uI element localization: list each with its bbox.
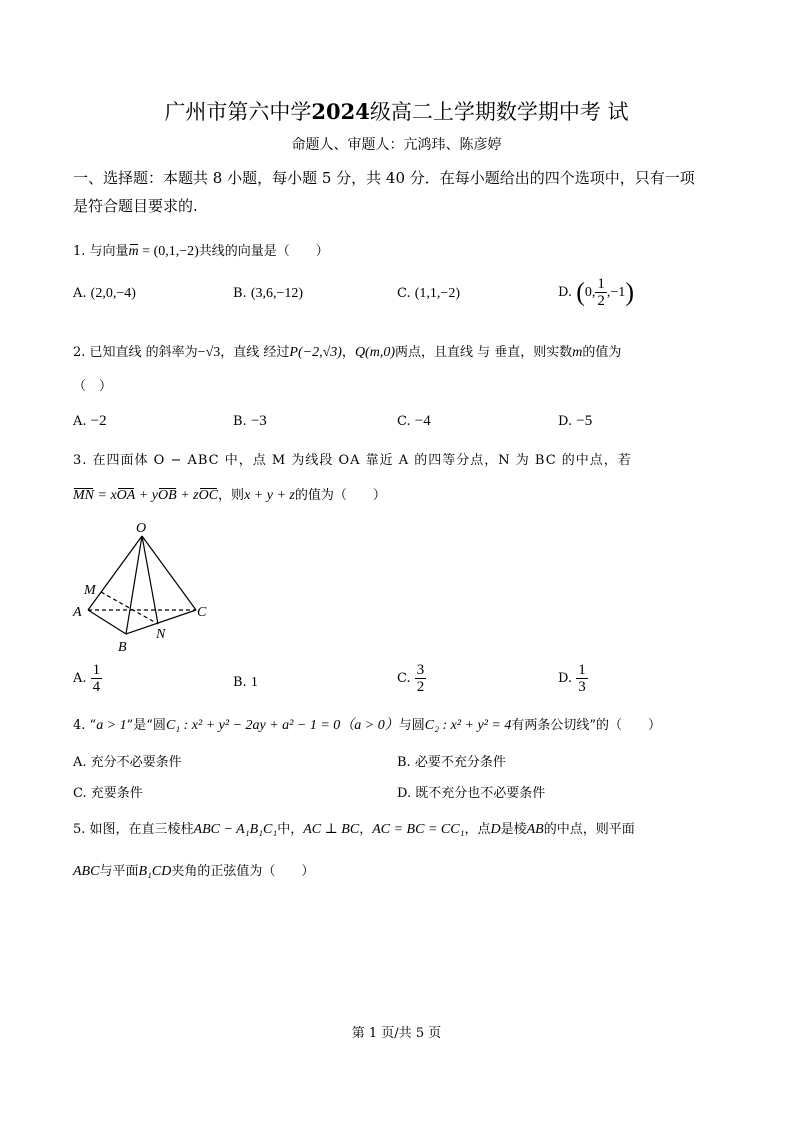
- fraction-numerator: 1: [92, 662, 101, 678]
- q4-option-b[interactable]: [397, 751, 506, 770]
- option-label: D.: [558, 414, 573, 429]
- section1-line2: 是符合题目要求的.: [73, 197, 198, 215]
- edge-oa: [88, 536, 142, 610]
- q2-point-p: P(−2,√3): [289, 345, 342, 360]
- option-value-b: ,−1: [606, 285, 626, 300]
- option-value: −2: [90, 413, 107, 429]
- q4-text-d: 有两条公切线”的（ ）: [511, 718, 661, 733]
- q5-point-d: D: [490, 822, 501, 837]
- title-year: 2024: [311, 99, 370, 124]
- paren-left: (: [576, 277, 585, 307]
- option-label: B.: [233, 414, 247, 429]
- option-value-a: 0,: [584, 285, 596, 300]
- option-value: 充分不必要条件: [90, 755, 182, 770]
- option-label: A.: [73, 671, 87, 686]
- q2-comma: ，: [341, 345, 355, 360]
- q4-text-b: ”是“圆: [126, 718, 166, 733]
- vec-mn: MN: [73, 488, 94, 503]
- q5-text-c: ，: [359, 822, 373, 837]
- option-fraction: [415, 662, 427, 695]
- edge-ob: [126, 536, 142, 634]
- q4-option-d[interactable]: [397, 782, 545, 801]
- option-label: B.: [397, 755, 411, 770]
- option-label: D.: [558, 671, 573, 686]
- q1-option-a[interactable]: [73, 286, 136, 302]
- q5-equal: AC = BC = CC₁: [372, 822, 465, 837]
- q5-plane-abc: ABC: [73, 864, 100, 879]
- option-value: (1,1,−2): [414, 286, 460, 301]
- q5-stem-line1: [73, 818, 635, 838]
- option-fraction: [595, 276, 607, 309]
- fraction-numerator: 3: [416, 662, 425, 678]
- q5-prism: ABC − A₁B₁C₁: [193, 822, 278, 837]
- option-fraction: [91, 662, 103, 695]
- q3-option-c[interactable]: [397, 662, 426, 695]
- q2-option-d[interactable]: [558, 413, 592, 430]
- option-label: C.: [397, 414, 411, 429]
- tetrahedron-figure: [70, 518, 220, 658]
- option-label: D.: [397, 786, 412, 801]
- option-label: C.: [397, 671, 411, 686]
- option-value: −5: [576, 413, 593, 429]
- fraction-denominator: 2: [416, 679, 425, 695]
- option-value: 既不充分也不必要条件: [415, 786, 546, 801]
- edge-on: [142, 536, 158, 624]
- q1-vector-eq: = (0,1,−2): [138, 244, 199, 259]
- q1-option-b[interactable]: [233, 286, 303, 302]
- q2-option-b[interactable]: [233, 413, 267, 430]
- option-label: C.: [397, 286, 411, 301]
- q5-perp: AC ⊥ BC: [303, 822, 360, 837]
- q2-point-q: Q(m,0): [354, 345, 395, 360]
- q2-text-a: 2. 已知直线 的斜率为: [73, 345, 198, 360]
- q3-stem-line2: [73, 484, 386, 504]
- q1-stem-b: 共线的向量是（ ）: [198, 244, 329, 259]
- q4-condition: a > 1: [96, 718, 127, 733]
- title-suffix: 级高二上学期数学期中考 试: [369, 100, 629, 124]
- q5-text-a: 5. 如图，在直三棱柱: [73, 822, 194, 837]
- paren-right: ): [625, 277, 634, 307]
- option-label: B.: [233, 675, 247, 690]
- q5-text-e: 是棱: [500, 822, 527, 837]
- q3-stem-line1: 3. 在四面体 O − ABC 中，点 M 为线段 OA 靠近 A 的四等分点，N 为 BC 的中点，若: [73, 453, 632, 468]
- title-prefix: 广州市第六中学: [164, 100, 312, 124]
- q5-edge-ab: AB: [526, 822, 544, 837]
- q5-text-b: 中，: [277, 822, 304, 837]
- option-label: A.: [73, 755, 87, 770]
- q3-eq-x: = x: [94, 488, 117, 503]
- q4-stem: [73, 714, 661, 734]
- q3-eq-z: + z: [176, 488, 199, 503]
- q4-option-c[interactable]: [73, 782, 143, 801]
- q3-sum: x + y + z: [244, 488, 295, 503]
- option-fraction: [576, 662, 588, 695]
- q1-vector: m: [128, 244, 139, 259]
- option-label: A.: [73, 414, 87, 429]
- label-n: N: [156, 627, 166, 642]
- q2-slope: −√3: [197, 345, 221, 360]
- option-value: (2,0,−4): [90, 286, 136, 301]
- fraction-denominator: 4: [92, 679, 101, 695]
- section1-line1: 一、选择题：本题共 8 小题，每小题 5 分，共 40 分．在每小题给出的四个选项中，只有一项: [73, 169, 695, 187]
- q2-text-c: 两点，且直线 与 垂直，则实数: [394, 345, 573, 360]
- q4-paren-cond: （a > 0）: [340, 718, 399, 733]
- label-c: C: [197, 605, 207, 620]
- q5-text-d: ，点: [464, 822, 491, 837]
- option-value: 1: [250, 675, 258, 690]
- edge-ab: [88, 610, 126, 634]
- exam-title: [0, 96, 793, 126]
- vec-ob: OB: [158, 488, 177, 503]
- label-m: M: [84, 583, 96, 598]
- q3-text-then: ，则: [218, 488, 245, 503]
- option-value: −3: [250, 413, 267, 429]
- q3-eq-y: + y: [135, 488, 159, 503]
- fraction-numerator: 1: [578, 662, 586, 678]
- option-label: C.: [73, 786, 87, 801]
- q3-option-d[interactable]: [558, 662, 588, 695]
- q4-circle-c2: C₂ : x² + y² = 4: [424, 718, 512, 733]
- exam-authors: 命题人、审题人：亢鸿玮、陈彦婷: [291, 137, 502, 153]
- q2-text-d: 的值为: [582, 345, 622, 360]
- page-footer: 第 1 页/共 5 页: [351, 1026, 442, 1041]
- segment-mn: [101, 592, 158, 624]
- label-b: B: [118, 640, 127, 655]
- q3-text-end: 的值为（ ）: [294, 488, 386, 503]
- q1-stem-a: 1. 与向量: [73, 244, 129, 259]
- option-value: 必要不充分条件: [414, 755, 506, 770]
- q5-stem-line2: [73, 860, 314, 880]
- q1-option-d[interactable]: [558, 276, 634, 309]
- q1-stem: [73, 240, 329, 260]
- fraction-denominator: 2: [597, 293, 605, 309]
- fraction-numerator: 1: [597, 276, 605, 292]
- option-value: −4: [414, 413, 431, 429]
- q5-text-h: 夹角的正弦值为（ ）: [171, 864, 315, 879]
- q2-answer-paren: （ ）: [73, 379, 113, 394]
- vec-oa: OA: [116, 488, 136, 503]
- option-label: B.: [233, 286, 247, 301]
- option-label: A.: [73, 286, 87, 301]
- label-o: O: [136, 521, 147, 536]
- q3-option-b[interactable]: [233, 675, 258, 691]
- q4-text-a: 4. “: [73, 718, 97, 733]
- q4-circle-c1: C₁ : x² + y² − 2ay + a² − 1 = 0: [165, 718, 341, 733]
- q5-plane-b1cd: B₁CD: [138, 864, 172, 879]
- option-label: D.: [558, 285, 573, 300]
- fraction-denominator: 3: [578, 679, 586, 695]
- q4-option-a[interactable]: [73, 751, 182, 770]
- q4-text-c: 与圆: [398, 718, 425, 733]
- q2-stem: [73, 341, 621, 361]
- q5-text-f: 的中点，则平面: [543, 822, 635, 837]
- q3-option-a[interactable]: [73, 662, 102, 695]
- label-a: A: [73, 605, 82, 620]
- edge-oc: [142, 536, 196, 610]
- option-value: 充要条件: [90, 786, 143, 801]
- q1-option-c[interactable]: [397, 286, 460, 302]
- q5-text-g: 与平面: [99, 864, 139, 879]
- q2-m: m: [572, 345, 583, 360]
- q2-text-b: ，直线 经过: [220, 345, 290, 360]
- option-value: (3,6,−12): [250, 286, 304, 301]
- q2-option-a[interactable]: [73, 413, 107, 430]
- vec-oc: OC: [198, 488, 219, 503]
- q2-option-c[interactable]: [397, 413, 431, 430]
